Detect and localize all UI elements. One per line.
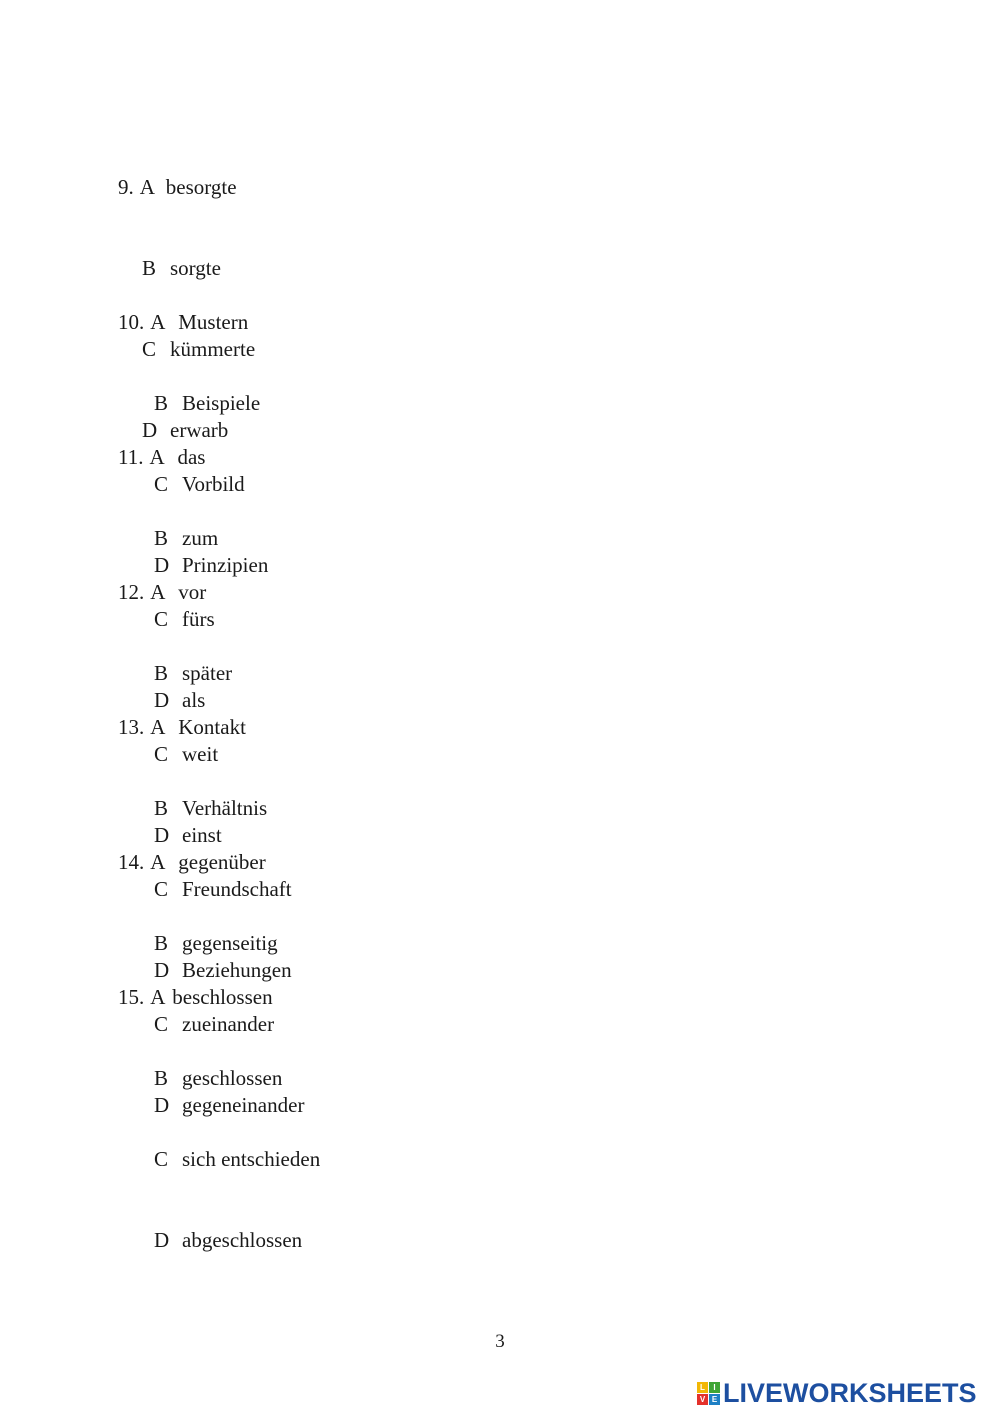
option-text: kümmerte	[170, 337, 256, 361]
option-text: Kontakt	[178, 715, 246, 739]
option-text: fürs	[182, 607, 215, 631]
option-text: Verhältnis	[182, 796, 268, 820]
option-letter: A	[150, 580, 166, 604]
option-b	[118, 1065, 320, 1092]
option-a	[118, 849, 304, 876]
option-text: vor	[178, 580, 207, 604]
option-text: sich entschieden	[182, 1147, 321, 1171]
option-text: gegenseitig	[182, 931, 278, 955]
option-a	[118, 984, 320, 1011]
option-letter: B	[154, 661, 169, 685]
option-letter: B	[142, 256, 157, 280]
question-15	[118, 930, 320, 1308]
option-text: Beispiele	[182, 391, 261, 415]
option-letter: C	[154, 472, 169, 496]
logo-mark-letter: L	[697, 1382, 708, 1393]
option-text: Freundschaft	[182, 877, 292, 901]
option-text: das	[177, 445, 206, 469]
option-a	[118, 444, 218, 471]
option-letter: B	[154, 391, 169, 415]
option-letter: C	[154, 1012, 169, 1036]
option-text: erwarb	[170, 418, 229, 442]
question-number: 9.	[118, 175, 134, 199]
option-letter: D	[154, 1093, 170, 1117]
option-letter: D	[154, 958, 170, 982]
option-letter: C	[154, 607, 169, 631]
option-letter: C	[154, 877, 169, 901]
question-number: 13.	[118, 715, 145, 739]
logo-mark-letter: V	[697, 1394, 708, 1405]
option-text: beschlossen	[172, 985, 273, 1009]
option-text: als	[182, 688, 206, 712]
option-a	[118, 174, 255, 201]
option-letter: C	[154, 742, 169, 766]
option-text: einst	[182, 823, 222, 847]
option-letter: C	[142, 337, 157, 361]
option-c	[118, 1146, 320, 1173]
question-number: 10.	[118, 310, 145, 334]
question-number: 12.	[118, 580, 145, 604]
option-text: besorgte	[165, 175, 237, 199]
question-number: 11.	[118, 445, 144, 469]
question-number: 15.	[118, 985, 145, 1009]
option-a	[118, 579, 232, 606]
option-a	[118, 309, 268, 336]
option-text: gegeneinander	[182, 1093, 305, 1117]
option-letter: A	[149, 445, 165, 469]
option-text: gegenüber	[178, 850, 266, 874]
liveworksheets-logo	[697, 1378, 977, 1408]
option-letter: C	[154, 1147, 169, 1171]
option-letter: D	[154, 823, 170, 847]
option-text: zum	[182, 526, 219, 550]
page-number: 3	[495, 1331, 505, 1352]
option-text: Vorbild	[182, 472, 245, 496]
option-text: Mustern	[178, 310, 249, 334]
option-text: später	[182, 661, 233, 685]
option-letter: A	[150, 985, 166, 1009]
option-letter: D	[154, 688, 170, 712]
option-text: Prinzipien	[182, 553, 269, 577]
option-letter: D	[154, 553, 170, 577]
option-letter: B	[154, 1066, 169, 1090]
logo-text: LIVEWORKSHEETS	[723, 1377, 977, 1408]
option-letter: A	[150, 310, 166, 334]
option-text: sorgte	[170, 256, 221, 280]
option-a	[118, 714, 292, 741]
option-d	[118, 1227, 320, 1254]
option-letter: A	[150, 715, 166, 739]
option-text: geschlossen	[182, 1066, 283, 1090]
logo-mark-letter: I	[709, 1382, 720, 1393]
option-letter: D	[142, 418, 158, 442]
option-text: abgeschlossen	[182, 1228, 303, 1252]
option-text: zueinander	[182, 1012, 275, 1036]
option-letter: B	[154, 931, 169, 955]
option-letter: A	[139, 175, 155, 199]
option-letter: B	[154, 526, 169, 550]
option-letter: D	[154, 1228, 170, 1252]
option-text: weit	[182, 742, 219, 766]
logo-mark-letter: E	[709, 1394, 720, 1405]
question-number: 14.	[118, 850, 145, 874]
option-text: Beziehungen	[182, 958, 292, 982]
logo-mark-icon	[697, 1382, 720, 1405]
option-letter: A	[150, 850, 166, 874]
option-letter: B	[154, 796, 169, 820]
